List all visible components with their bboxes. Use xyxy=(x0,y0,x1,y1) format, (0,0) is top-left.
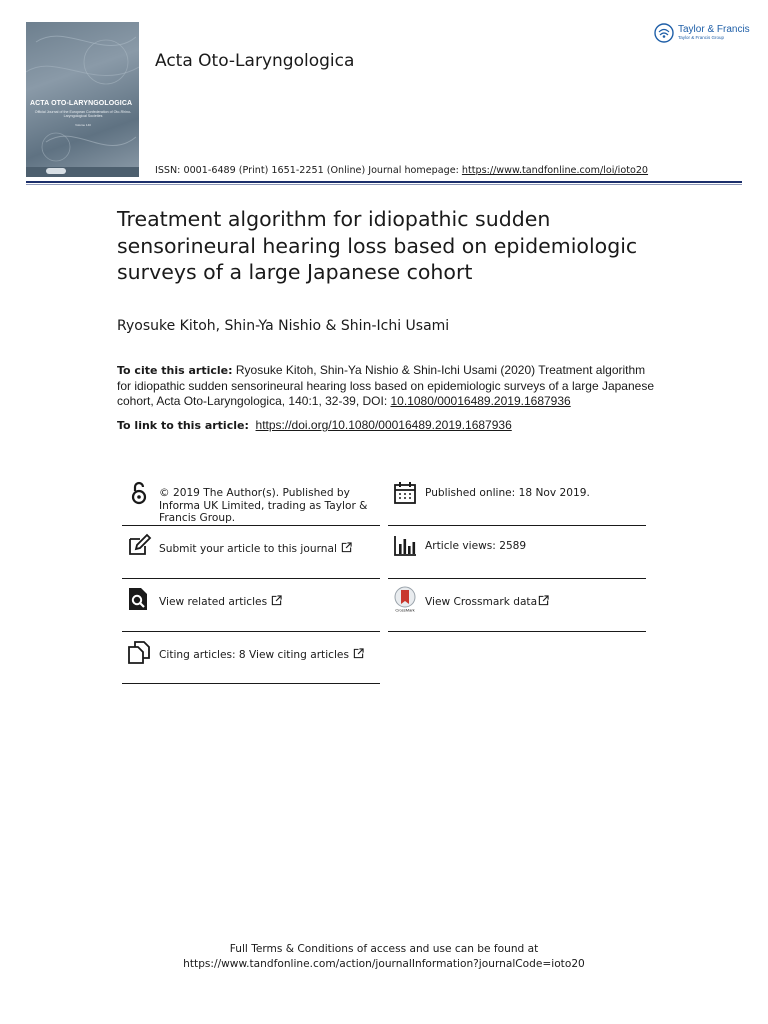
header-rule xyxy=(26,181,742,183)
article-authors: Ryosuke Kitoh, Shin-Ya Nishio & Shin-Ichi Usami xyxy=(117,318,450,334)
issn-text: ISSN: 0001-6489 (Print) 1651-2251 (Online) Journal homepage: xyxy=(155,165,462,176)
cover-subtitle: Official Journal of the European Confederation of Oto-Rhino-Laryngological Societies xyxy=(34,110,132,119)
submit-article-link[interactable]: Submit your article to this journal xyxy=(159,543,337,555)
terms-text: Full Terms & Conditions of access and use can be found at xyxy=(229,943,539,955)
divider xyxy=(122,631,380,632)
article-doi-link[interactable]: https://doi.org/10.1080/00016489.2019.1687936 xyxy=(255,418,512,432)
crossmark-link[interactable]: View Crossmark data xyxy=(425,596,538,608)
header-rule-thin xyxy=(26,184,742,185)
journal-name: Acta Oto-Laryngologica xyxy=(155,51,355,71)
published-date-text: Published online: 18 Nov 2019. xyxy=(425,487,590,499)
edit-icon xyxy=(126,533,152,559)
published-date-cell xyxy=(388,480,646,526)
open-access-cell xyxy=(122,480,380,526)
crossmark-cell[interactable] xyxy=(388,586,646,630)
cover-title: ACTA OTO-LARYNGOLOGICA xyxy=(30,100,133,107)
citation-block xyxy=(117,363,657,410)
publisher-logo xyxy=(654,22,750,46)
cover-badge xyxy=(46,168,66,174)
external-link-icon[interactable] xyxy=(271,595,282,606)
article-views-cell xyxy=(388,533,646,577)
publisher-logo-icon xyxy=(654,23,674,43)
divider xyxy=(122,683,380,684)
cover-footer-band xyxy=(26,167,139,177)
terms-footer xyxy=(0,942,768,972)
article-link-label: To link to this article: xyxy=(117,419,249,432)
citing-articles-link[interactable]: Citing articles: 8 View citing articles xyxy=(159,649,349,661)
citing-documents-icon xyxy=(126,639,152,665)
external-link-icon[interactable] xyxy=(341,542,352,553)
article-views-text: Article views: 2589 xyxy=(425,540,527,552)
copyright-text: © 2019 The Author(s). Published by Informa UK Limited, trading as Taylor & Francis Group. xyxy=(159,487,368,524)
citing-articles-cell[interactable] xyxy=(122,639,380,683)
calendar-icon xyxy=(392,480,418,506)
issn-line xyxy=(155,165,648,176)
cover-volume: Volume 140 xyxy=(75,123,91,127)
external-link-icon[interactable] xyxy=(538,595,549,606)
related-articles-cell[interactable] xyxy=(122,586,380,630)
external-link-icon[interactable] xyxy=(353,648,364,659)
submit-article-cell[interactable] xyxy=(122,533,380,577)
publisher-group: Taylor & Francis Group xyxy=(678,35,725,40)
journal-homepage-link[interactable]: https://www.tandfonline.com/loi/ioto20 xyxy=(461,165,649,176)
crossmark-icon xyxy=(392,586,418,612)
divider xyxy=(122,578,380,579)
bar-chart-icon xyxy=(392,533,418,559)
publisher-name: Taylor & Francis xyxy=(678,24,750,35)
citation-label: To cite this article: xyxy=(117,364,233,377)
divider xyxy=(388,578,646,579)
divider xyxy=(388,631,646,632)
related-articles-link[interactable]: View related articles xyxy=(159,596,268,608)
journal-cover xyxy=(26,22,139,177)
search-document-icon xyxy=(126,586,152,612)
divider xyxy=(122,525,380,526)
article-title: Treatment algorithm for idiopathic sudden sensorineural hearing loss based on epidemiologic surveys of a large Japanese cohort xyxy=(117,207,638,284)
article-link-block xyxy=(117,418,512,432)
citation-doi-link[interactable]: 10.1080/00016489.2019.1687936 xyxy=(390,394,571,408)
divider xyxy=(388,525,646,526)
crossmark-logo-text: CrossMark xyxy=(395,607,415,612)
citation-text: Ryosuke Kitoh, Shin-Ya Nishio & Shin-Ichi Usami (2020) Treatment algorithm for idiopathic sudden sensorineural hearing loss based on epidemiologic surveys of a large Japanese cohort, Acta Oto-Laryngologica, 140:1, 32-39, DOI: xyxy=(117,363,654,408)
open-access-icon xyxy=(126,480,152,506)
terms-url[interactable]: https://www.tandfonline.com/action/journalInformation?journalCode=ioto20 xyxy=(183,958,585,970)
